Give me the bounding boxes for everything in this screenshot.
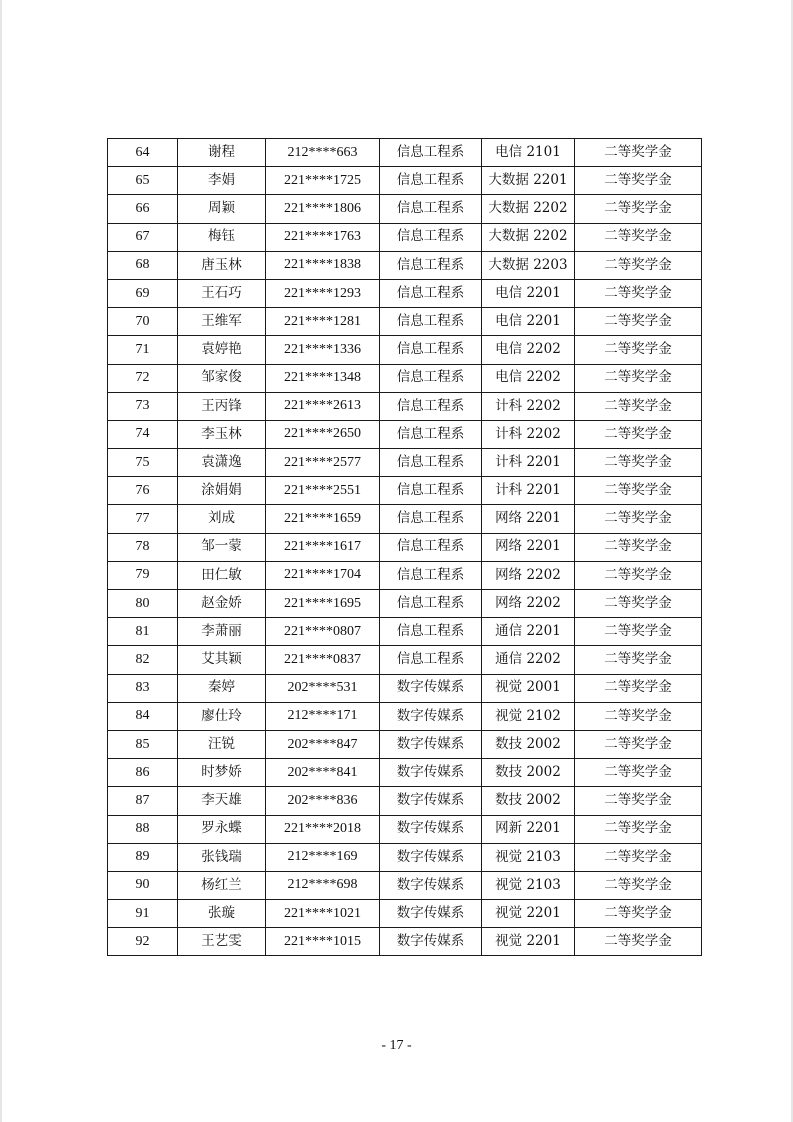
student-id-cell: 221****1617 — [266, 533, 380, 561]
student-id-cell: 212****663 — [266, 139, 380, 167]
award-cell: 二等奖学金 — [575, 871, 702, 899]
row-number-cell: 64 — [108, 139, 178, 167]
row-number-cell: 75 — [108, 449, 178, 477]
award-cell: 二等奖学金 — [575, 759, 702, 787]
class-cell: 电信 2101 — [482, 139, 575, 167]
student-id-cell: 221****1695 — [266, 590, 380, 618]
department-cell: 数字传媒系 — [380, 815, 482, 843]
student-name-cell: 邹一蒙 — [178, 533, 266, 561]
table-row — [108, 505, 702, 533]
table-row — [108, 702, 702, 730]
department-cell: 信息工程系 — [380, 420, 482, 448]
department-cell: 信息工程系 — [380, 336, 482, 364]
award-cell: 二等奖学金 — [575, 900, 702, 928]
row-number-cell: 73 — [108, 392, 178, 420]
award-cell: 二等奖学金 — [575, 590, 702, 618]
department-cell: 信息工程系 — [380, 392, 482, 420]
class-cell: 计科 2202 — [482, 392, 575, 420]
row-number-cell: 88 — [108, 815, 178, 843]
row-number-cell: 79 — [108, 561, 178, 589]
student-id-cell: 221****2650 — [266, 420, 380, 448]
class-cell: 网络 2201 — [482, 533, 575, 561]
class-cell: 大数据 2203 — [482, 251, 575, 279]
row-number-cell: 71 — [108, 336, 178, 364]
class-cell: 通信 2202 — [482, 646, 575, 674]
table-row — [108, 843, 702, 871]
table-row — [108, 730, 702, 758]
class-cell: 网络 2201 — [482, 505, 575, 533]
row-number-cell: 82 — [108, 646, 178, 674]
table-row — [108, 787, 702, 815]
table-row — [108, 251, 702, 279]
award-cell: 二等奖学金 — [575, 251, 702, 279]
table-row — [108, 167, 702, 195]
award-cell: 二等奖学金 — [575, 618, 702, 646]
table-row — [108, 646, 702, 674]
table-row — [108, 618, 702, 646]
department-cell: 数字传媒系 — [380, 674, 482, 702]
student-id-cell: 221****1021 — [266, 900, 380, 928]
department-cell: 信息工程系 — [380, 449, 482, 477]
table-row — [108, 336, 702, 364]
student-name-cell: 廖仕玲 — [178, 702, 266, 730]
award-cell: 二等奖学金 — [575, 730, 702, 758]
row-number-cell: 74 — [108, 420, 178, 448]
student-id-cell: 212****169 — [266, 843, 380, 871]
student-id-cell: 221****2577 — [266, 449, 380, 477]
department-cell: 信息工程系 — [380, 590, 482, 618]
student-id-cell: 202****836 — [266, 787, 380, 815]
award-cell: 二等奖学金 — [575, 308, 702, 336]
student-name-cell: 周颖 — [178, 195, 266, 223]
class-cell: 电信 2201 — [482, 308, 575, 336]
award-cell: 二等奖学金 — [575, 646, 702, 674]
table-row — [108, 223, 702, 251]
row-number-cell: 72 — [108, 364, 178, 392]
department-cell: 数字传媒系 — [380, 900, 482, 928]
student-id-cell: 221****1293 — [266, 279, 380, 307]
table-row — [108, 900, 702, 928]
student-name-cell: 张璇 — [178, 900, 266, 928]
award-cell: 二等奖学金 — [575, 674, 702, 702]
student-id-cell: 221****1806 — [266, 195, 380, 223]
table-body — [108, 139, 702, 956]
award-cell: 二等奖学金 — [575, 336, 702, 364]
student-name-cell: 秦婷 — [178, 674, 266, 702]
student-name-cell: 赵金娇 — [178, 590, 266, 618]
student-id-cell: 221****0837 — [266, 646, 380, 674]
row-number-cell: 86 — [108, 759, 178, 787]
class-cell: 数技 2002 — [482, 787, 575, 815]
class-cell: 数技 2002 — [482, 730, 575, 758]
table-row — [108, 308, 702, 336]
class-cell: 大数据 2202 — [482, 195, 575, 223]
table-row — [108, 195, 702, 223]
award-cell: 二等奖学金 — [575, 843, 702, 871]
student-id-cell: 221****2018 — [266, 815, 380, 843]
class-cell: 视觉 2102 — [482, 702, 575, 730]
student-name-cell: 田仁敏 — [178, 561, 266, 589]
scholarship-table — [107, 138, 702, 956]
student-id-cell: 221****1348 — [266, 364, 380, 392]
department-cell: 数字传媒系 — [380, 787, 482, 815]
award-cell: 二等奖学金 — [575, 392, 702, 420]
award-cell: 二等奖学金 — [575, 449, 702, 477]
class-cell: 网新 2201 — [482, 815, 575, 843]
student-id-cell: 221****2613 — [266, 392, 380, 420]
row-number-cell: 66 — [108, 195, 178, 223]
award-cell: 二等奖学金 — [575, 787, 702, 815]
row-number-cell: 81 — [108, 618, 178, 646]
student-id-cell: 221****1336 — [266, 336, 380, 364]
department-cell: 信息工程系 — [380, 279, 482, 307]
class-cell: 通信 2201 — [482, 618, 575, 646]
row-number-cell: 68 — [108, 251, 178, 279]
student-name-cell: 汪锐 — [178, 730, 266, 758]
class-cell: 视觉 2103 — [482, 843, 575, 871]
department-cell: 数字传媒系 — [380, 730, 482, 758]
class-cell: 视觉 2001 — [482, 674, 575, 702]
class-cell: 计科 2201 — [482, 449, 575, 477]
student-name-cell: 张钱瑞 — [178, 843, 266, 871]
table-row — [108, 364, 702, 392]
table-row — [108, 392, 702, 420]
table-row — [108, 674, 702, 702]
class-cell: 计科 2202 — [482, 420, 575, 448]
award-cell: 二等奖学金 — [575, 702, 702, 730]
student-name-cell: 艾其颖 — [178, 646, 266, 674]
table-row — [108, 815, 702, 843]
student-name-cell: 涂娟娟 — [178, 477, 266, 505]
table-row — [108, 477, 702, 505]
row-number-cell: 78 — [108, 533, 178, 561]
table-row — [108, 871, 702, 899]
table-row — [108, 279, 702, 307]
student-name-cell: 王维军 — [178, 308, 266, 336]
department-cell: 信息工程系 — [380, 251, 482, 279]
table-row — [108, 449, 702, 477]
student-name-cell: 邹家俊 — [178, 364, 266, 392]
student-name-cell: 袁潇逸 — [178, 449, 266, 477]
row-number-cell: 65 — [108, 167, 178, 195]
award-cell: 二等奖学金 — [575, 815, 702, 843]
student-name-cell: 李玉林 — [178, 420, 266, 448]
student-id-cell: 202****531 — [266, 674, 380, 702]
class-cell: 大数据 2202 — [482, 223, 575, 251]
table-row — [108, 928, 702, 956]
award-cell: 二等奖学金 — [575, 928, 702, 956]
award-cell: 二等奖学金 — [575, 167, 702, 195]
class-cell: 大数据 2201 — [482, 167, 575, 195]
student-id-cell: 221****0807 — [266, 618, 380, 646]
award-cell: 二等奖学金 — [575, 195, 702, 223]
department-cell: 信息工程系 — [380, 533, 482, 561]
department-cell: 数字传媒系 — [380, 702, 482, 730]
student-name-cell: 李萧丽 — [178, 618, 266, 646]
class-cell: 电信 2201 — [482, 279, 575, 307]
department-cell: 信息工程系 — [380, 308, 482, 336]
student-id-cell: 221****1704 — [266, 561, 380, 589]
student-name-cell: 梅钰 — [178, 223, 266, 251]
row-number-cell: 80 — [108, 590, 178, 618]
department-cell: 数字传媒系 — [380, 928, 482, 956]
row-number-cell: 77 — [108, 505, 178, 533]
student-name-cell: 李天雄 — [178, 787, 266, 815]
department-cell: 信息工程系 — [380, 618, 482, 646]
student-id-cell: 202****841 — [266, 759, 380, 787]
table-row — [108, 139, 702, 167]
student-id-cell: 221****1015 — [266, 928, 380, 956]
department-cell: 信息工程系 — [380, 561, 482, 589]
department-cell: 信息工程系 — [380, 223, 482, 251]
table-row — [108, 420, 702, 448]
row-number-cell: 85 — [108, 730, 178, 758]
row-number-cell: 89 — [108, 843, 178, 871]
row-number-cell: 91 — [108, 900, 178, 928]
class-cell: 视觉 2201 — [482, 928, 575, 956]
award-cell: 二等奖学金 — [575, 533, 702, 561]
student-name-cell: 王石巧 — [178, 279, 266, 307]
row-number-cell: 70 — [108, 308, 178, 336]
student-id-cell: 221****2551 — [266, 477, 380, 505]
class-cell: 计科 2201 — [482, 477, 575, 505]
department-cell: 信息工程系 — [380, 167, 482, 195]
table-row — [108, 561, 702, 589]
department-cell: 信息工程系 — [380, 646, 482, 674]
row-number-cell: 90 — [108, 871, 178, 899]
student-id-cell: 221****1763 — [266, 223, 380, 251]
row-number-cell: 67 — [108, 223, 178, 251]
student-id-cell: 212****698 — [266, 871, 380, 899]
department-cell: 信息工程系 — [380, 505, 482, 533]
award-cell: 二等奖学金 — [575, 420, 702, 448]
student-name-cell: 李娟 — [178, 167, 266, 195]
student-id-cell: 202****847 — [266, 730, 380, 758]
table-row — [108, 533, 702, 561]
award-cell: 二等奖学金 — [575, 279, 702, 307]
class-cell: 数技 2002 — [482, 759, 575, 787]
class-cell: 网络 2202 — [482, 561, 575, 589]
student-name-cell: 唐玉林 — [178, 251, 266, 279]
row-number-cell: 76 — [108, 477, 178, 505]
row-number-cell: 92 — [108, 928, 178, 956]
row-number-cell: 87 — [108, 787, 178, 815]
class-cell: 网络 2202 — [482, 590, 575, 618]
student-name-cell: 罗永蝶 — [178, 815, 266, 843]
student-id-cell: 221****1838 — [266, 251, 380, 279]
department-cell: 数字传媒系 — [380, 871, 482, 899]
department-cell: 数字传媒系 — [380, 843, 482, 871]
table-row — [108, 590, 702, 618]
department-cell: 信息工程系 — [380, 477, 482, 505]
department-cell: 数字传媒系 — [380, 759, 482, 787]
row-number-cell: 69 — [108, 279, 178, 307]
award-cell: 二等奖学金 — [575, 561, 702, 589]
student-name-cell: 谢程 — [178, 139, 266, 167]
student-id-cell: 221****1725 — [266, 167, 380, 195]
class-cell: 视觉 2201 — [482, 900, 575, 928]
row-number-cell: 83 — [108, 674, 178, 702]
student-name-cell: 刘成 — [178, 505, 266, 533]
class-cell: 视觉 2103 — [482, 871, 575, 899]
table-row — [108, 759, 702, 787]
award-cell: 二等奖学金 — [575, 505, 702, 533]
student-id-cell: 212****171 — [266, 702, 380, 730]
award-cell: 二等奖学金 — [575, 223, 702, 251]
department-cell: 信息工程系 — [380, 139, 482, 167]
award-cell: 二等奖学金 — [575, 477, 702, 505]
student-name-cell: 杨红兰 — [178, 871, 266, 899]
award-cell: 二等奖学金 — [575, 139, 702, 167]
student-id-cell: 221****1281 — [266, 308, 380, 336]
student-name-cell: 王丙锋 — [178, 392, 266, 420]
student-name-cell: 袁婷艳 — [178, 336, 266, 364]
row-number-cell: 84 — [108, 702, 178, 730]
award-cell: 二等奖学金 — [575, 364, 702, 392]
student-name-cell: 时梦娇 — [178, 759, 266, 787]
page-number: - 17 - — [381, 1038, 412, 1053]
department-cell: 信息工程系 — [380, 195, 482, 223]
class-cell: 电信 2202 — [482, 364, 575, 392]
department-cell: 信息工程系 — [380, 364, 482, 392]
student-name-cell: 王艺雯 — [178, 928, 266, 956]
class-cell: 电信 2202 — [482, 336, 575, 364]
student-id-cell: 221****1659 — [266, 505, 380, 533]
